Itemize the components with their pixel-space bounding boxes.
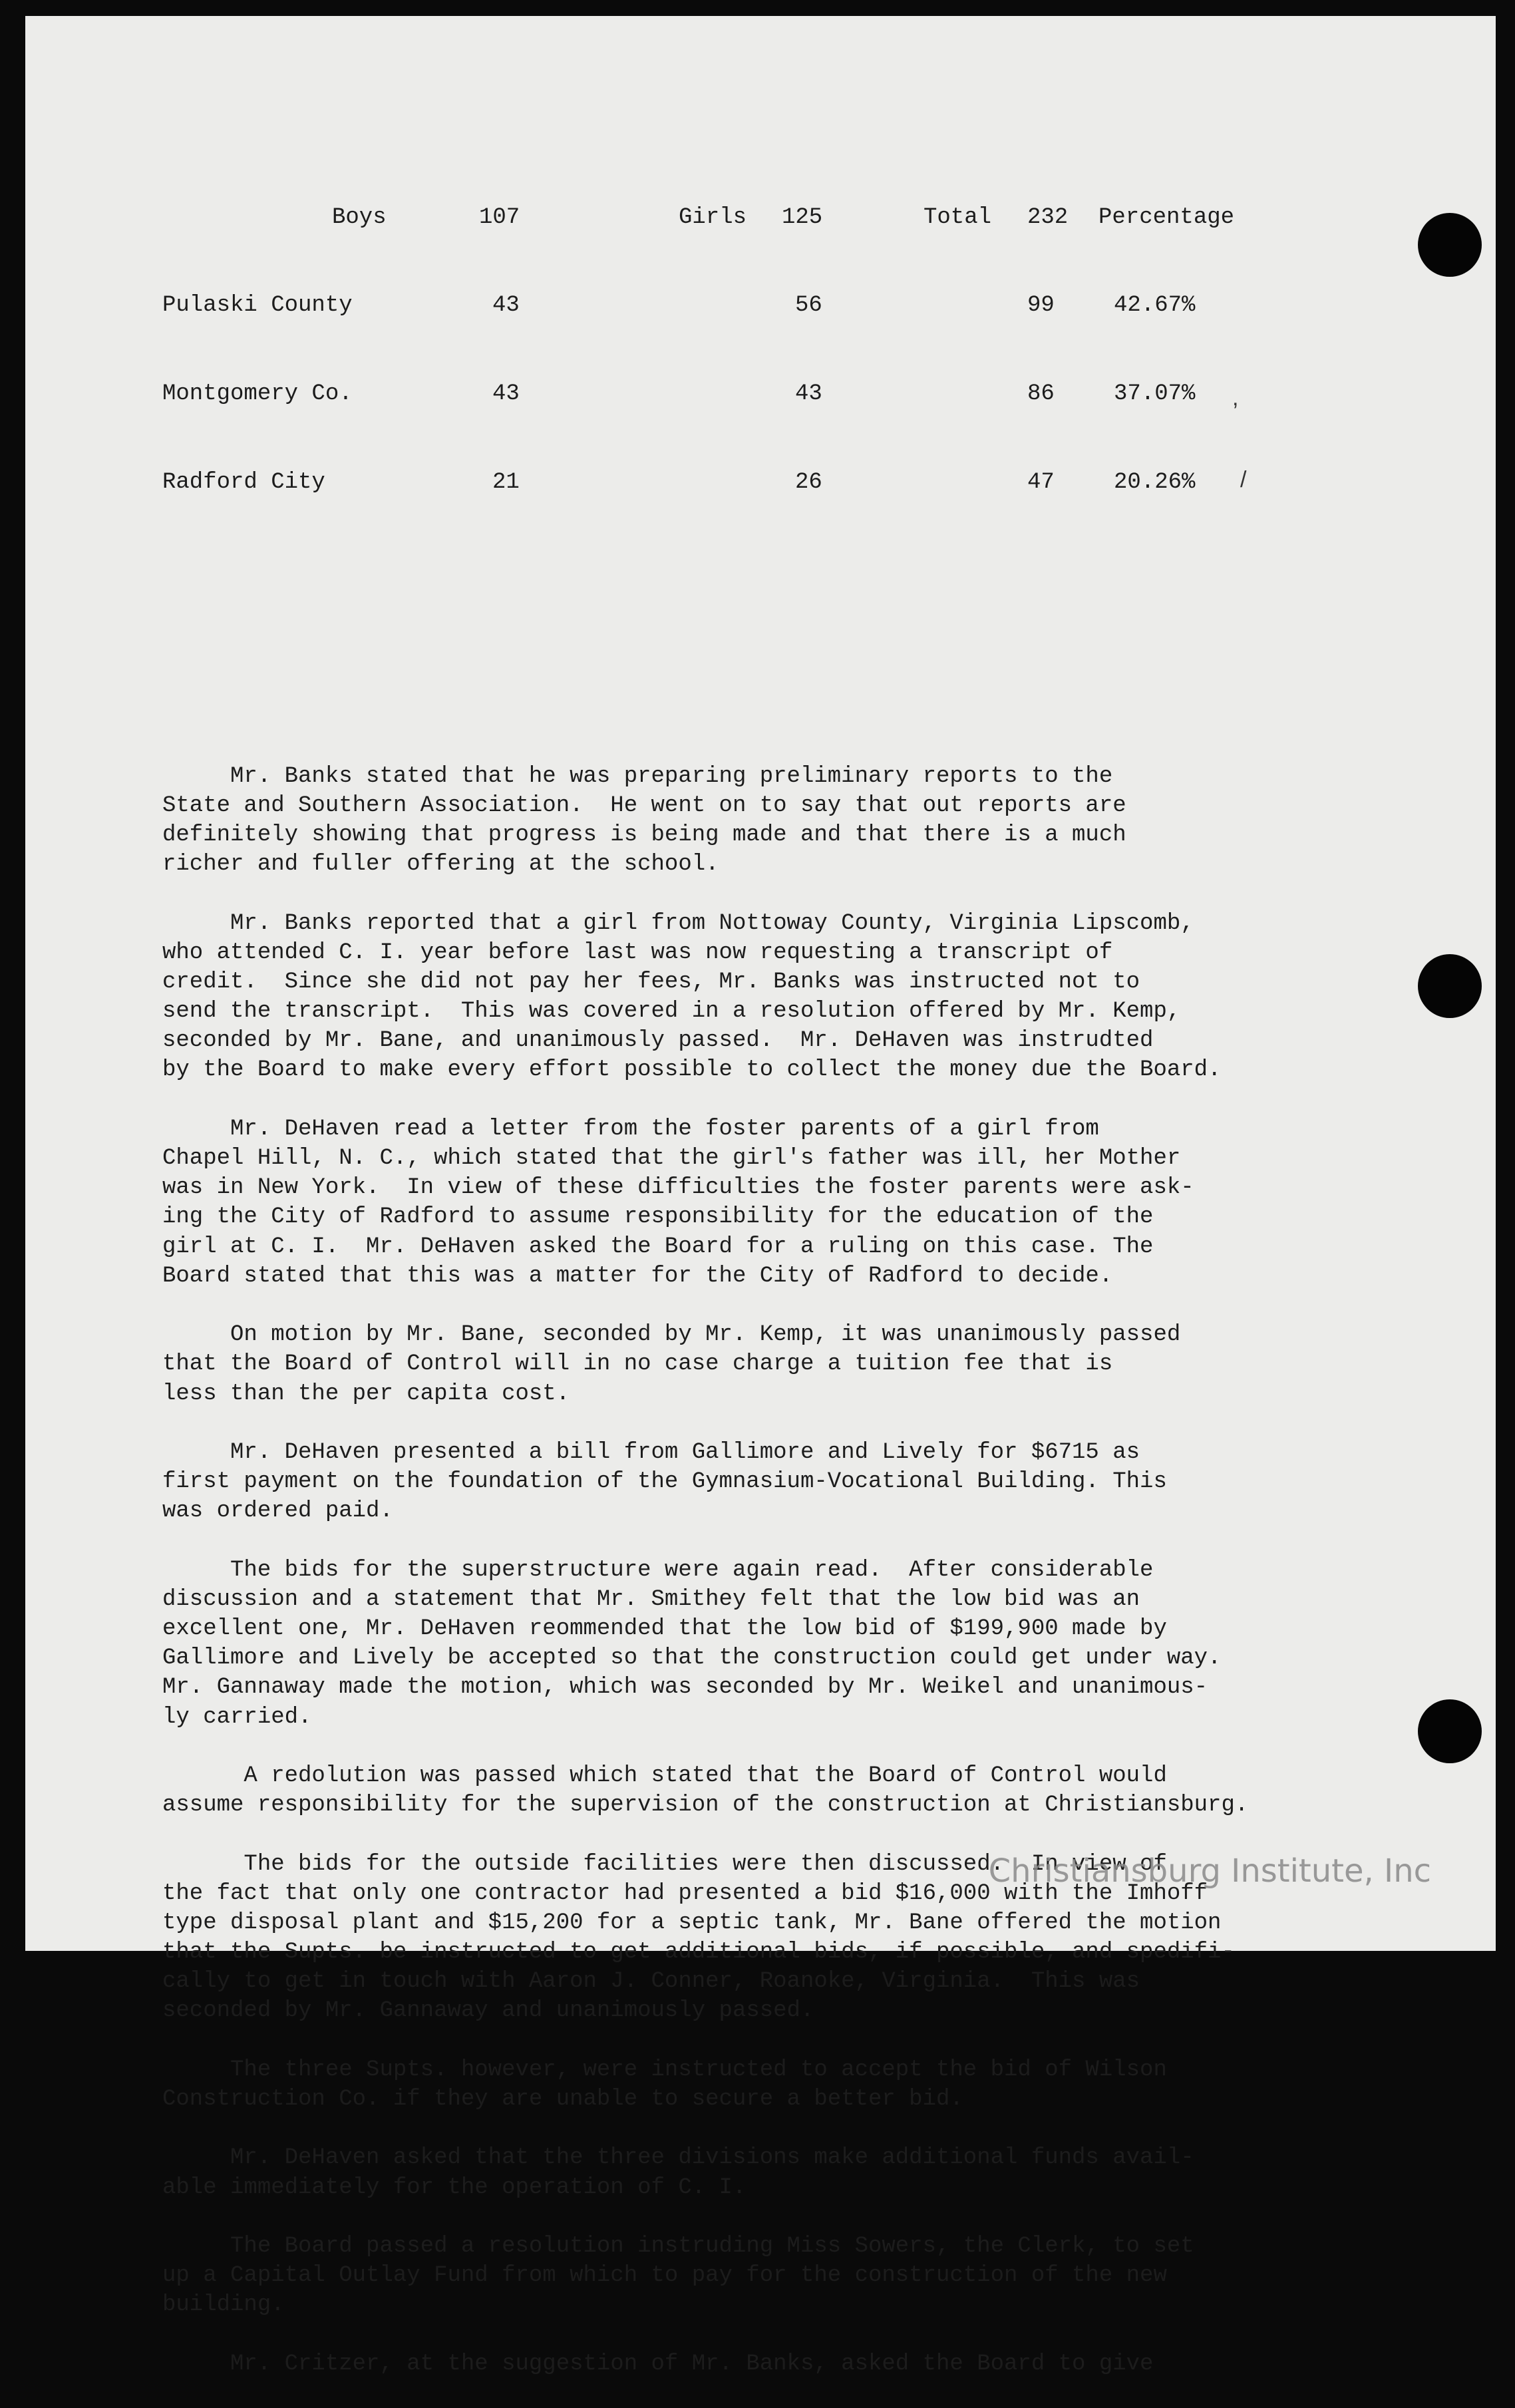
paragraph-line: The three Supts. however, were instructed to accept the bid of Wilson: [162, 2057, 1167, 2083]
paragraph-line: able immediately for the operation of C. I.: [162, 2174, 747, 2200]
paragraph-line: richer and fuller offering at the school.: [162, 852, 719, 878]
table-row: [162, 379, 1347, 409]
paragraph-line: by the Board to make every effort possible to collect the money due the Board.: [162, 1057, 1222, 1083]
paragraph-line: On motion by Mr. Bane, seconded by Mr. Kemp, it was unanimously passed: [162, 1322, 1181, 1348]
paragraph-line: Chapel Hill, N. C., which stated that the girl's father was ill, her Mother: [162, 1146, 1181, 1172]
enrollment-table: [162, 144, 1347, 556]
paragraph: [162, 2349, 1347, 2379]
row-boys: 21: [492, 469, 520, 495]
paragraph-line: Mr. DeHaven presented a bill from Gallimore and Lively for $6715 as: [162, 1439, 1140, 1465]
paragraph-line: up a Capital Outlay Fund from which to pay for the construction of the new: [162, 2263, 1167, 2289]
punch-hole: [1418, 213, 1482, 277]
paragraph-line: definitely showing that progress is being made and that there is a much: [162, 822, 1126, 848]
paragraph-line: ly carried.: [162, 1704, 312, 1730]
total-label: Total: [924, 204, 992, 230]
paragraph-line: Mr. DeHaven asked that the three divisions make additional funds avail-: [162, 2145, 1194, 2171]
paragraph-line: girl at C. I. Mr. DeHaven asked the Board for a ruling on this case. The: [162, 1234, 1154, 1260]
paragraph-line: less than the per capita cost.: [162, 1381, 570, 1407]
punch-hole: [1418, 1699, 1482, 1763]
row-name: Radford City: [162, 469, 325, 495]
paragraph-line: who attended C. I. year before last was now requesting a transcript of: [162, 940, 1113, 965]
paragraph-line: Gallimore and Lively be accepted so that the construction could get under way.: [162, 1645, 1222, 1671]
row-girls: 26: [795, 469, 822, 495]
paragraph-line: Mr. Banks stated that he was preparing preliminary reports to the: [162, 763, 1113, 789]
row-percentage: 42.67%: [1114, 293, 1196, 319]
row-girls: 43: [795, 381, 822, 407]
paragraph: [162, 909, 1347, 1085]
paragraph: [162, 762, 1347, 880]
paragraph-line: that the Supts. be instructed to get additional bids, if possible, and spedifi-: [162, 1940, 1235, 1966]
paragraph: [162, 1438, 1347, 1526]
boys-total: 107: [479, 204, 520, 230]
watermark: Christiansburg Institute, Inc: [988, 1852, 1431, 1890]
paragraph-line: building.: [162, 2292, 285, 2318]
paragraph-line: The Board passed a resolution instruding Miss Sowers, the Clerk, to set: [162, 2233, 1194, 2259]
paragraph-line: seconded by Mr. Gannaway and unanimously passed.: [162, 1998, 814, 2024]
row-total: 99: [1027, 293, 1055, 319]
girls-total: 125: [782, 204, 823, 230]
girls-label: Girls: [679, 204, 747, 230]
paragraph-line: the fact that only one contractor had presented a bid $16,000 with the Imhoff: [162, 1880, 1208, 1906]
pencil-check-mark: /: [1240, 466, 1247, 492]
table-header-row: [162, 203, 1347, 232]
paragraph: [162, 2143, 1347, 2202]
row-percentage: 20.26%: [1114, 469, 1196, 495]
paragraph-line: credit. Since she did not pay her fees, Mr. Banks was instructed not to: [162, 969, 1140, 995]
paragraph-line: Mr. Critzer, at the suggestion of Mr. Banks, asked the Board to give: [162, 2351, 1154, 2377]
paragraph-line: Mr. Gannaway made the motion, which was seconded by Mr. Weikel and unanimous-: [162, 1675, 1208, 1701]
paragraph-line: The bids for the superstructure were again read. After considerable: [162, 1557, 1154, 1583]
pencil-tick-mark: ,: [1232, 385, 1239, 411]
paragraph: [162, 1556, 1347, 1732]
punch-hole: [1418, 954, 1482, 1018]
row-total: 86: [1027, 381, 1055, 407]
paragraph-line: State and Southern Association. He went on to say that out reports are: [162, 792, 1126, 818]
paragraph-line: The bids for the outside facilities were then discussed. In view of: [162, 1851, 1167, 1877]
paragraph-line: type disposal plant and $15,200 for a septic tank, Mr. Bane offered the motion: [162, 1910, 1222, 1936]
paragraph-line: Mr. DeHaven read a letter from the foster parents of a girl from: [162, 1116, 1099, 1142]
paragraph: [162, 1115, 1347, 1291]
minutes-paragraphs: [162, 762, 1347, 2379]
row-girls: 56: [795, 293, 822, 319]
paragraph-line: that the Board of Control will in no case charge a tuition fee that is: [162, 1351, 1113, 1377]
paragraph: [162, 1320, 1347, 1409]
paragraph: [162, 2055, 1347, 2114]
row-total: 47: [1027, 469, 1055, 495]
paragraph-line: was in New York. In view of these difficulties the foster parents were ask-: [162, 1175, 1194, 1201]
boys-label: Boys: [332, 204, 387, 230]
row-boys: 43: [492, 381, 520, 407]
document-body: [162, 85, 1347, 2408]
row-boys: 43: [492, 293, 520, 319]
percentage-label: Percentage: [1098, 204, 1235, 230]
row-name: Pulaski County: [162, 293, 353, 319]
paragraph-line: send the transcript. This was covered in a resolution offered by Mr. Kemp,: [162, 999, 1181, 1025]
paragraph-line: Construction Co. if they are unable to secure a better bid.: [162, 2087, 963, 2113]
paragraph-line: cally to get in touch with Aaron J. Conner, Roanoke, Virginia. This was: [162, 1969, 1140, 1995]
total-value: 232: [1027, 204, 1069, 230]
paragraph-line: Mr. Banks reported that a girl from Nottoway County, Virginia Lipscomb,: [162, 910, 1194, 936]
paragraph-line: excellent one, Mr. DeHaven reommended that the low bid of $199,900 made by: [162, 1616, 1167, 1642]
table-row: [162, 291, 1347, 320]
paragraph: [162, 2232, 1347, 2320]
row-percentage: 37.07%: [1114, 381, 1196, 407]
row-name: Montgomery Co.: [162, 381, 353, 407]
paragraph-line: seconded by Mr. Bane, and unanimously passed. Mr. DeHaven was instrudted: [162, 1028, 1154, 1054]
paragraph-line: Board stated that this was a matter for the City of Radford to decide.: [162, 1263, 1113, 1289]
paragraph-line: assume responsibility for the supervision of the construction at Christiansburg.: [162, 1793, 1249, 1818]
paragraph-line: was ordered paid.: [162, 1498, 393, 1524]
table-row: [162, 468, 1347, 497]
paragraph-line: discussion and a statement that Mr. Smithey felt that the low bid was an: [162, 1586, 1140, 1612]
paragraph-line: ing the City of Radford to assume responsibility for the education of the: [162, 1204, 1154, 1230]
paragraph: [162, 1761, 1347, 1820]
paragraph-line: first payment on the foundation of the Gymnasium-Vocational Building. This: [162, 1469, 1167, 1495]
paragraph-line: A redolution was passed which stated that the Board of Control would: [162, 1763, 1167, 1789]
